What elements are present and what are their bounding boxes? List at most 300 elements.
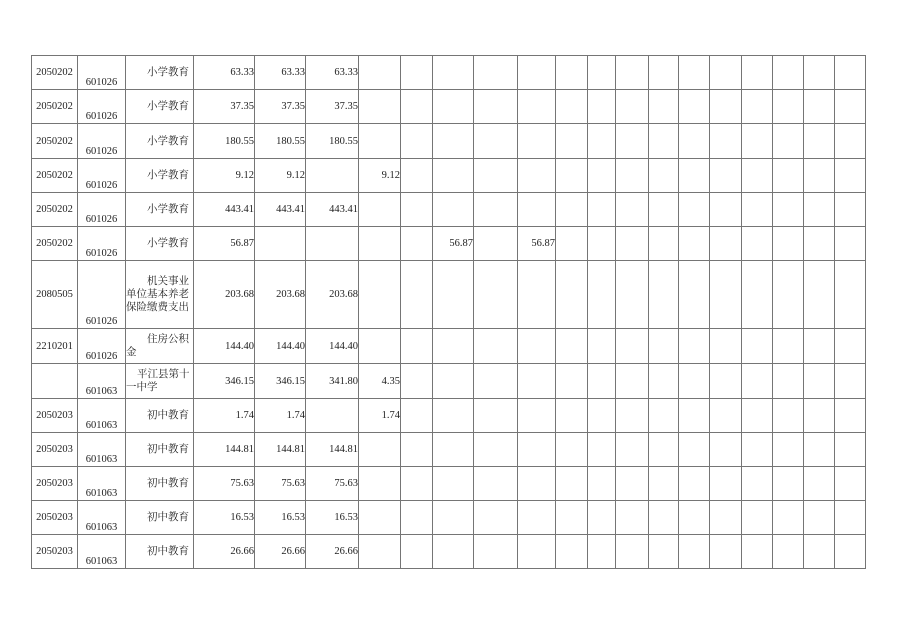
cell-amount — [616, 399, 649, 433]
cell-amount — [306, 227, 359, 261]
cell-amount — [679, 535, 710, 569]
cell-amount: 4.35 — [359, 364, 401, 399]
cell-amount — [679, 124, 710, 159]
cell-amount — [742, 159, 773, 193]
cell-amount — [518, 90, 556, 124]
cell-amount: 9.12 — [359, 159, 401, 193]
cell-amount — [804, 467, 835, 501]
cell-amount — [474, 193, 518, 227]
cell-amount — [518, 501, 556, 535]
cell-description: 初中教育 — [126, 535, 194, 569]
cell-amount: 9.12 — [255, 159, 306, 193]
cell-amount — [804, 433, 835, 467]
cell-amount — [804, 90, 835, 124]
cell-description: 小学教育 — [126, 227, 194, 261]
cell-amount — [835, 364, 866, 399]
cell-amount — [433, 501, 474, 535]
cell-amount — [649, 433, 679, 467]
table-row — [32, 329, 866, 364]
cell-amount — [588, 124, 616, 159]
cell-amount — [588, 261, 616, 329]
cell-amount — [401, 261, 433, 329]
cell-amount — [616, 364, 649, 399]
cell-amount — [649, 261, 679, 329]
cell-amount — [616, 56, 649, 90]
cell-amount — [710, 329, 742, 364]
cell-description: 小学教育 — [126, 193, 194, 227]
table-row — [32, 56, 866, 90]
table-row — [32, 90, 866, 124]
cell-amount — [773, 90, 804, 124]
cell-amount — [359, 535, 401, 569]
cell-amount: 144.40 — [306, 329, 359, 364]
cell-unit-code: 601063 — [78, 364, 126, 399]
cell-description: 小学教育 — [126, 124, 194, 159]
cell-amount — [474, 124, 518, 159]
cell-amount: 75.63 — [306, 467, 359, 501]
cell-amount: 203.68 — [306, 261, 359, 329]
cell-unit-code: 601026 — [78, 227, 126, 261]
cell-amount — [742, 261, 773, 329]
cell-amount — [649, 193, 679, 227]
cell-amount — [616, 90, 649, 124]
table-row — [32, 501, 866, 535]
cell-amount: 180.55 — [255, 124, 306, 159]
cell-amount — [773, 433, 804, 467]
cell-function-code: 2050202 — [32, 124, 78, 159]
cell-description: 初中教育 — [126, 501, 194, 535]
cell-amount — [433, 193, 474, 227]
cell-unit-code: 601026 — [78, 90, 126, 124]
cell-amount — [556, 56, 588, 90]
cell-amount — [742, 467, 773, 501]
table-row — [32, 193, 866, 227]
cell-amount — [773, 329, 804, 364]
cell-amount — [401, 501, 433, 535]
cell-amount — [255, 227, 306, 261]
cell-amount — [588, 364, 616, 399]
cell-amount: 26.66 — [255, 535, 306, 569]
cell-amount: 56.87 — [433, 227, 474, 261]
cell-amount — [433, 90, 474, 124]
cell-amount — [518, 329, 556, 364]
cell-amount — [556, 193, 588, 227]
cell-amount — [835, 193, 866, 227]
cell-function-code: 2210201 — [32, 329, 78, 364]
cell-amount — [742, 329, 773, 364]
cell-function-code: 2050202 — [32, 56, 78, 90]
cell-amount — [401, 159, 433, 193]
cell-amount — [679, 159, 710, 193]
table-row — [32, 535, 866, 569]
cell-amount — [359, 467, 401, 501]
cell-amount — [359, 193, 401, 227]
cell-function-code — [32, 364, 78, 399]
cell-amount — [433, 329, 474, 364]
cell-amount: 180.55 — [194, 124, 255, 159]
cell-amount — [518, 467, 556, 501]
cell-amount — [835, 227, 866, 261]
cell-amount — [401, 535, 433, 569]
cell-amount — [649, 56, 679, 90]
cell-amount — [474, 399, 518, 433]
cell-amount — [433, 261, 474, 329]
cell-amount — [474, 501, 518, 535]
cell-amount — [588, 193, 616, 227]
cell-amount — [835, 501, 866, 535]
cell-amount — [401, 329, 433, 364]
cell-amount — [359, 433, 401, 467]
cell-description: 初中教育 — [126, 433, 194, 467]
cell-amount — [679, 261, 710, 329]
cell-amount — [804, 193, 835, 227]
cell-amount — [556, 433, 588, 467]
cell-amount — [773, 467, 804, 501]
cell-amount — [835, 399, 866, 433]
cell-amount — [742, 193, 773, 227]
cell-amount: 1.74 — [194, 399, 255, 433]
cell-amount — [433, 535, 474, 569]
cell-amount — [474, 535, 518, 569]
cell-amount: 37.35 — [194, 90, 255, 124]
cell-amount — [742, 433, 773, 467]
cell-description: 小学教育 — [126, 159, 194, 193]
cell-amount — [649, 399, 679, 433]
cell-amount — [359, 56, 401, 90]
cell-description: 初中教育 — [126, 399, 194, 433]
cell-amount — [679, 90, 710, 124]
cell-amount — [649, 467, 679, 501]
cell-amount — [588, 56, 616, 90]
cell-amount: 37.35 — [255, 90, 306, 124]
cell-amount — [401, 90, 433, 124]
cell-amount — [401, 193, 433, 227]
cell-amount: 203.68 — [194, 261, 255, 329]
cell-unit-code: 601063 — [78, 535, 126, 569]
cell-amount — [518, 261, 556, 329]
cell-function-code: 2050203 — [32, 467, 78, 501]
cell-amount — [679, 364, 710, 399]
cell-amount — [518, 399, 556, 433]
cell-amount: 56.87 — [518, 227, 556, 261]
cell-amount: 63.33 — [194, 56, 255, 90]
cell-amount — [474, 261, 518, 329]
cell-amount — [710, 399, 742, 433]
cell-amount — [306, 399, 359, 433]
cell-amount — [773, 364, 804, 399]
cell-amount — [433, 364, 474, 399]
cell-amount — [359, 329, 401, 364]
cell-amount — [518, 535, 556, 569]
cell-amount: 37.35 — [306, 90, 359, 124]
cell-function-code: 2050202 — [32, 193, 78, 227]
cell-amount — [710, 433, 742, 467]
cell-description: 初中教育 — [126, 467, 194, 501]
cell-amount — [401, 227, 433, 261]
cell-amount — [401, 124, 433, 159]
cell-amount — [359, 227, 401, 261]
cell-unit-code: 601026 — [78, 329, 126, 364]
cell-amount: 75.63 — [194, 467, 255, 501]
cell-amount: 341.80 — [306, 364, 359, 399]
cell-amount — [773, 124, 804, 159]
cell-amount: 144.81 — [255, 433, 306, 467]
cell-amount: 346.15 — [194, 364, 255, 399]
cell-amount — [742, 227, 773, 261]
cell-amount — [773, 261, 804, 329]
cell-amount — [588, 399, 616, 433]
cell-amount — [710, 535, 742, 569]
cell-amount — [804, 501, 835, 535]
cell-amount — [556, 90, 588, 124]
cell-amount — [401, 56, 433, 90]
cell-amount — [616, 227, 649, 261]
cell-amount — [835, 433, 866, 467]
cell-amount — [835, 467, 866, 501]
cell-amount — [710, 193, 742, 227]
cell-amount — [556, 364, 588, 399]
cell-amount — [742, 364, 773, 399]
cell-amount — [679, 329, 710, 364]
cell-amount — [474, 90, 518, 124]
cell-amount: 56.87 — [194, 227, 255, 261]
cell-amount — [556, 399, 588, 433]
cell-amount — [679, 227, 710, 261]
cell-amount: 346.15 — [255, 364, 306, 399]
cell-amount — [835, 535, 866, 569]
cell-amount — [773, 399, 804, 433]
cell-function-code: 2050203 — [32, 535, 78, 569]
cell-amount — [742, 56, 773, 90]
cell-amount — [804, 124, 835, 159]
cell-amount: 144.40 — [194, 329, 255, 364]
cell-amount: 63.33 — [255, 56, 306, 90]
cell-amount — [710, 56, 742, 90]
cell-amount: 9.12 — [194, 159, 255, 193]
cell-amount — [588, 535, 616, 569]
cell-amount — [649, 364, 679, 399]
cell-amount: 144.40 — [255, 329, 306, 364]
cell-amount — [679, 467, 710, 501]
cell-amount — [359, 501, 401, 535]
cell-amount — [773, 227, 804, 261]
cell-amount — [433, 159, 474, 193]
cell-amount — [556, 329, 588, 364]
cell-amount: 180.55 — [306, 124, 359, 159]
cell-function-code: 2050202 — [32, 227, 78, 261]
cell-amount — [359, 90, 401, 124]
cell-amount: 16.53 — [255, 501, 306, 535]
cell-unit-code: 601063 — [78, 399, 126, 433]
cell-amount — [401, 364, 433, 399]
cell-amount — [556, 159, 588, 193]
cell-function-code: 2080505 — [32, 261, 78, 329]
cell-amount: 26.66 — [306, 535, 359, 569]
cell-amount — [588, 467, 616, 501]
cell-function-code: 2050203 — [32, 501, 78, 535]
cell-unit-code: 601026 — [78, 159, 126, 193]
cell-amount — [710, 261, 742, 329]
cell-amount — [835, 261, 866, 329]
cell-amount — [616, 501, 649, 535]
cell-amount — [773, 535, 804, 569]
cell-amount: 443.41 — [306, 193, 359, 227]
cell-amount — [710, 364, 742, 399]
cell-amount — [804, 159, 835, 193]
cell-amount — [588, 227, 616, 261]
cell-unit-code: 601026 — [78, 261, 126, 329]
cell-amount — [804, 261, 835, 329]
cell-amount — [649, 501, 679, 535]
cell-amount — [401, 399, 433, 433]
cell-amount — [556, 261, 588, 329]
cell-amount — [616, 261, 649, 329]
cell-amount — [835, 90, 866, 124]
cell-function-code: 2050202 — [32, 159, 78, 193]
cell-amount — [556, 535, 588, 569]
cell-amount: 203.68 — [255, 261, 306, 329]
cell-amount — [835, 124, 866, 159]
cell-amount: 16.53 — [194, 501, 255, 535]
cell-amount — [474, 329, 518, 364]
cell-amount — [518, 364, 556, 399]
cell-amount — [773, 159, 804, 193]
cell-amount — [649, 535, 679, 569]
cell-amount — [433, 433, 474, 467]
table-row — [32, 433, 866, 467]
table-row — [32, 467, 866, 501]
cell-amount — [679, 193, 710, 227]
cell-amount — [649, 124, 679, 159]
table-row — [32, 124, 866, 159]
cell-amount: 1.74 — [359, 399, 401, 433]
cell-amount — [616, 193, 649, 227]
cell-amount — [773, 501, 804, 535]
cell-amount — [474, 56, 518, 90]
cell-amount: 443.41 — [255, 193, 306, 227]
cell-amount — [401, 433, 433, 467]
cell-amount — [773, 56, 804, 90]
cell-amount — [433, 399, 474, 433]
budget-table — [31, 55, 866, 569]
cell-description: 住房公积金 — [126, 329, 194, 364]
cell-amount — [359, 261, 401, 329]
cell-amount — [588, 501, 616, 535]
cell-amount: 144.81 — [194, 433, 255, 467]
cell-amount — [588, 329, 616, 364]
cell-amount — [649, 159, 679, 193]
cell-amount — [649, 329, 679, 364]
cell-amount — [433, 467, 474, 501]
cell-amount — [742, 501, 773, 535]
cell-amount — [835, 159, 866, 193]
cell-amount: 144.81 — [306, 433, 359, 467]
cell-unit-code: 601063 — [78, 433, 126, 467]
cell-amount — [742, 399, 773, 433]
cell-amount — [306, 159, 359, 193]
cell-unit-code: 601026 — [78, 56, 126, 90]
cell-amount — [616, 124, 649, 159]
cell-amount: 26.66 — [194, 535, 255, 569]
cell-amount — [773, 193, 804, 227]
cell-amount — [804, 227, 835, 261]
cell-amount — [742, 124, 773, 159]
cell-amount — [474, 467, 518, 501]
cell-amount — [804, 535, 835, 569]
cell-unit-code: 601063 — [78, 501, 126, 535]
cell-amount — [804, 329, 835, 364]
cell-amount — [474, 364, 518, 399]
cell-description: 小学教育 — [126, 90, 194, 124]
cell-amount — [556, 227, 588, 261]
cell-amount — [474, 159, 518, 193]
cell-amount — [518, 433, 556, 467]
cell-unit-code: 601063 — [78, 467, 126, 501]
cell-description: 小学教育 — [126, 56, 194, 90]
cell-amount — [556, 501, 588, 535]
cell-amount — [359, 124, 401, 159]
cell-amount — [804, 56, 835, 90]
cell-amount — [401, 467, 433, 501]
cell-amount — [835, 329, 866, 364]
cell-amount — [556, 124, 588, 159]
cell-function-code: 2050203 — [32, 399, 78, 433]
cell-amount — [710, 501, 742, 535]
cell-amount — [742, 90, 773, 124]
table-body — [32, 56, 866, 569]
cell-amount — [588, 433, 616, 467]
cell-amount — [804, 399, 835, 433]
cell-unit-code: 601026 — [78, 124, 126, 159]
cell-amount: 16.53 — [306, 501, 359, 535]
cell-amount — [518, 124, 556, 159]
cell-amount — [616, 467, 649, 501]
cell-amount — [710, 159, 742, 193]
cell-amount — [588, 90, 616, 124]
cell-amount — [616, 329, 649, 364]
cell-amount — [518, 159, 556, 193]
cell-amount — [835, 56, 866, 90]
table-row — [32, 261, 866, 329]
cell-amount — [679, 501, 710, 535]
cell-amount — [474, 227, 518, 261]
cell-function-code: 2050202 — [32, 90, 78, 124]
table-row — [32, 159, 866, 193]
cell-amount — [710, 124, 742, 159]
cell-amount — [616, 433, 649, 467]
table-row — [32, 399, 866, 433]
cell-amount — [804, 364, 835, 399]
cell-amount — [433, 56, 474, 90]
cell-amount — [649, 90, 679, 124]
cell-amount — [710, 227, 742, 261]
cell-amount — [474, 433, 518, 467]
cell-amount — [649, 227, 679, 261]
cell-description: 机关事业单位基本养老保险缴费支出 — [126, 261, 194, 329]
cell-amount — [679, 56, 710, 90]
table-row — [32, 364, 866, 399]
cell-description: 平江县第十一中学 — [126, 364, 194, 399]
cell-amount — [518, 56, 556, 90]
cell-amount: 1.74 — [255, 399, 306, 433]
cell-unit-code: 601026 — [78, 193, 126, 227]
cell-amount — [710, 90, 742, 124]
cell-amount — [518, 193, 556, 227]
cell-amount — [679, 433, 710, 467]
cell-amount — [616, 159, 649, 193]
cell-amount: 75.63 — [255, 467, 306, 501]
cell-amount: 443.41 — [194, 193, 255, 227]
